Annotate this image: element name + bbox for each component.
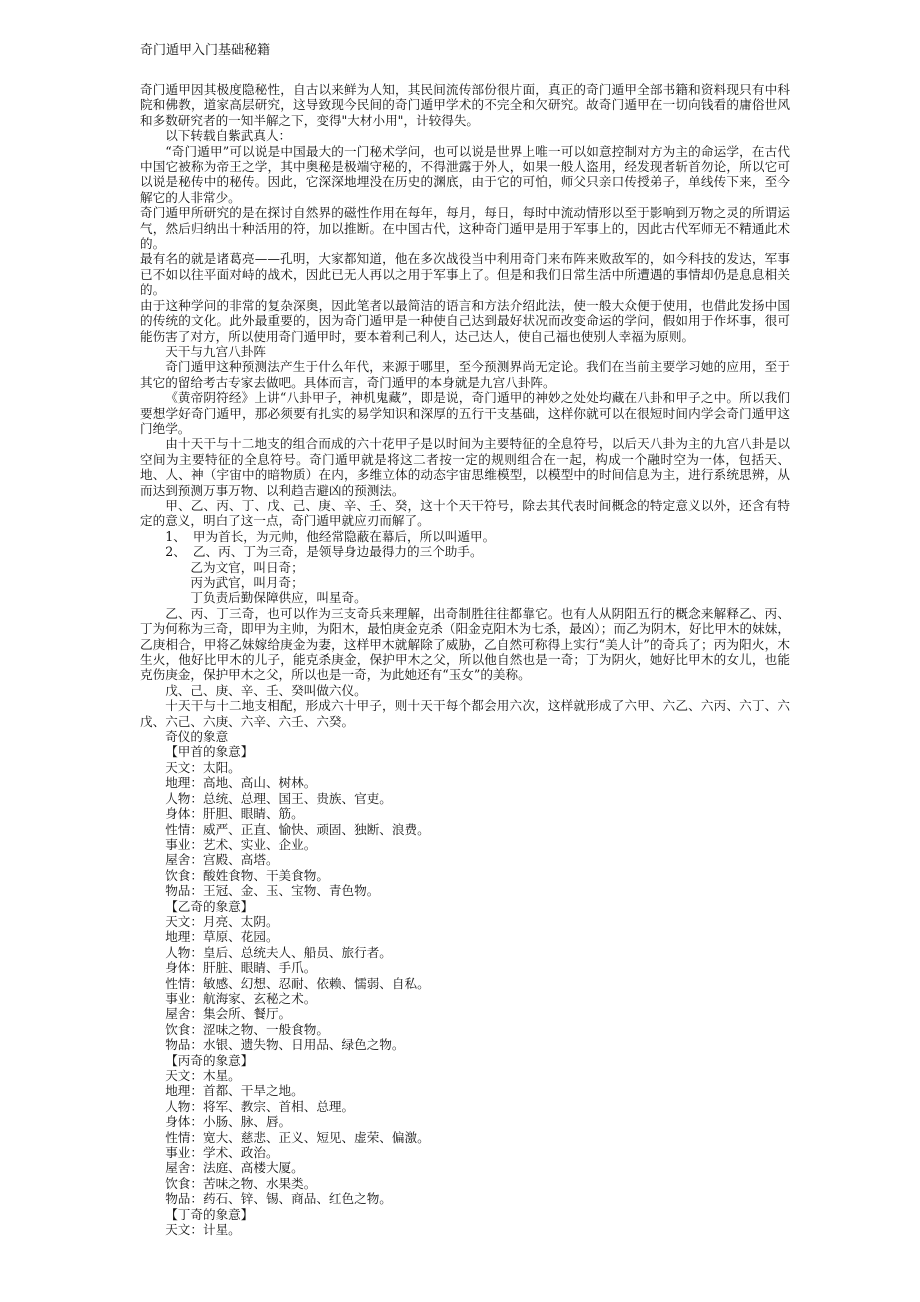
xiang-section-bing xyxy=(140,1053,790,1207)
xiang-item: 屋舍：宫殿、高塔。 xyxy=(165,852,279,868)
intro-paragraph: 奇门遁甲因其极度隐秘性，自古以来鲜为人知，其民间流传部份很片面，真正的奇门遁甲全部书籍和资料现只有中科院和佛教，道家高层研究，这导致现今民间的奇门遁甲学术的不完全和欠研究。故奇门遁甲在一切向钱看的庸俗世风和多数研究者的一知半解之下，变得"大材小用"，计较得失。 xyxy=(140,82,790,128)
xiang-item: 性情：敏感、幻想、忍耐、依赖、懦弱、自私。 xyxy=(165,975,430,991)
list-item xyxy=(140,544,790,559)
six-yi-paragraph: 戊、己、庚、辛、壬、癸叫做六仪。 xyxy=(165,682,367,698)
document-title: 奇门遁甲入门基础秘籍 xyxy=(140,43,271,58)
xiang-item: 天文：木星。 xyxy=(165,1068,241,1083)
xiang-item: 物品：水银、遗失物、日用品、绿色之物。 xyxy=(165,1037,405,1053)
section-paragraph: 由十天干与十二地支的组合而成的六十花甲子是以时间为主要特征的全息符号，以后天八卦为主的九宫八卦是以空间为主要特征的全息符号。奇门遁甲就是将这二者按一定的规则组合在一起，构成一个融时空为一体，包括天、地、人、神（宇宙中的暗物质）在内，多维立体的动态宇宙思维模型，以模型中的时间信息为主，进行系统思辨，从而达到预测万事万物、以利趋吉避凶的预测法。 xyxy=(140,436,790,498)
xiang-item: 天文：计星。 xyxy=(165,1222,241,1238)
xiang-section-jia xyxy=(140,744,790,898)
intro-paragraph: 奇门遁甲所研究的是在探讨自然界的磁性作用在每年，每月，每日，每时中流动情形以至于影响到万物之灵的所谓运气，然后归纳出十种活用的符，加以推断。在中国古代，这种奇门遁甲是用于军事上的，因此古代军师无不精通此术的。 xyxy=(140,205,790,252)
list-number: 2、 xyxy=(165,544,186,560)
xiang-item: 饮食：涩味之物、一般食物。 xyxy=(165,1021,329,1037)
sub-list-item: 丁负责后勤保障供应，叫星奇。 xyxy=(190,590,367,606)
xiang-section-heading: 【丁奇的象意】 xyxy=(165,1206,254,1222)
xiang-item: 人物：总统、总理、国王、贵族、官吏。 xyxy=(165,790,392,806)
section-paragraph: 甲、乙、丙、丁、戊、己、庚、辛、壬、癸，这十个天干符号，除去其代表时间概念的特定意义以外，还含有特定的意义，明白了这一点，奇门遁甲就应刃而解了。 xyxy=(140,497,790,529)
xiang-section-ding xyxy=(140,1207,790,1238)
xiang-item: 身体：肝脏、眼睛、手爪。 xyxy=(165,960,317,976)
xiang-item: 人物：将军、教宗、首相、总理。 xyxy=(165,1098,355,1114)
intro-paragraph: 以下转载自紫武真人： xyxy=(165,128,292,144)
xiang-item: 身体：小肠、脉、唇。 xyxy=(165,1114,292,1130)
document-body xyxy=(140,82,790,1237)
xiang-item: 身体：肝胆、眼睛、筋。 xyxy=(165,806,304,822)
xiang-item: 物品：药石、锌、锡、商品、红色之物。 xyxy=(165,1191,392,1207)
xiang-section-heading: 【甲首的象意】 xyxy=(165,744,254,760)
list-text: 乙、丙、丁为三奇，是领导身边最得力的三个助手。 xyxy=(192,544,483,560)
list-text: 甲为首长，为元帅，他经常隐蔽在幕后，所以叫遁甲。 xyxy=(192,528,496,544)
xiang-item: 饮食：苦味之物、水果类。 xyxy=(165,1175,317,1191)
section-paragraph: 奇门遁甲这种预测法产生于什么年代，来源于哪里，至今预测界尚无定论。我们在当前主要学习她的应用，至于其它的留给考古专家去做吧。具体而言，奇门遁甲的本身就是九宫八卦阵。 xyxy=(140,359,790,390)
explain-paragraph: 乙、丙、丁三奇，也可以作为三支奇兵来理解，出奇制胜往往都靠它。也有人从阴阳五行的概念来解释乙、丙、丁为何称为三奇，即甲为主帅，为阳木，最怕庚金克杀（阳金克阳木为七杀，最凶）；而乙为阴木，好比甲木的妹妹，乙庚相合，甲将乙妹嫁给庚金为妻，这样甲木就解除了威胁，乙自然可称得上实行“美人计”的奇兵了；丙为阳火，木生火，他好比甲木的儿子，能克杀庚金，保护甲木之父，所以他自然也是一奇；丁为阴火，她好比甲木的女儿，也能克伤庚金，保护甲木之父，所以也是一奇，为此她还有“玉女”的美称。 xyxy=(140,605,790,683)
sub-list-item: 丙为武官，叫月奇； xyxy=(190,575,304,590)
xiang-item: 性情：威严、正直、愉快、顽固、独断、浪费。 xyxy=(165,821,430,837)
intro-paragraph: 由于这种学问的非常的复杂深奥，因此笔者以最简洁的语言和方法介绍此法，使一般大众便于使用，也借此发扬中国的传统的文化。此外最重要的，因为奇门遁甲是一种使自己达到最好状况而改变命运的学问，假如用于作坏事，很可能伤害了对方，所以使用奇门遁甲时，要本着利己利人，达己达人，使自己福也使别人幸福为原则。 xyxy=(140,297,790,344)
xiang-item: 天文：月亮、太阴。 xyxy=(165,913,279,929)
xiang-item: 天文：太阳。 xyxy=(165,759,241,775)
xiang-item: 事业：航海家、玄秘之术。 xyxy=(165,990,317,1006)
section-paragraph: 《黄帝阴符经》上讲“八卦甲子，神机鬼藏”，即是说，奇门遁甲的神妙之处处均藏在八卦和甲子之中。所以我们要想学好奇门遁甲，那必须要有扎实的易学知识和深厚的五行干支基础，这样你就可以在很短时间内学会奇门遁甲这门绝学。 xyxy=(140,390,790,436)
xiang-item: 事业：学术、政治。 xyxy=(165,1145,279,1161)
xiang-item: 人物：皇后、总统夫人、船员、旅行者。 xyxy=(165,944,392,960)
list-item xyxy=(140,529,790,544)
sub-list-item: 乙为文官，叫日奇； xyxy=(190,559,304,575)
document-page xyxy=(140,42,790,1237)
xiang-item: 地理：首都、干旱之地。 xyxy=(165,1083,304,1099)
xiang-section-heading: 【丙奇的象意】 xyxy=(165,1052,254,1068)
xiang-item: 饮食：酸姓食物、干美食物。 xyxy=(165,867,329,883)
xiang-item: 事业：艺术、实业、企业。 xyxy=(165,836,317,852)
xiang-heading: 奇仪的象意 xyxy=(165,729,229,745)
xiang-item: 物品：王冠、金、玉、宝物、青色物。 xyxy=(165,883,380,899)
intro-paragraph: “奇门遁甲”可以说是中国最大的一门秘术学问，也可以说是世界上唯一可以如意控制对方为主的命运学，在古代中国它被称为帝王之学，其中奥秘是极端守秘的，不得泄露于外人，如果一般人盗用，经发现者斩首勿论，所以它可以说是秘传中的秘传。因此，它深深地埋没在历史的渊底，由于它的可怕，师父只亲口传授弟子，单线传下来，至今解它的人非常少。 xyxy=(140,143,790,205)
list-number: 1、 xyxy=(165,528,186,544)
xiang-item: 性情：宽大、慈悲、正义、短见、虚荣、偏激。 xyxy=(165,1129,430,1145)
section-heading: 天干与九宫八卦阵 xyxy=(165,343,266,359)
intro-paragraph: 最有名的就是诸葛亮——孔明，大家都知道，他在多次战役当中利用奇门来布阵来败敌军的，如今科技的发达，军事已不如以往平面对峙的战术，因此已无人再以之用于军事上了。但是和我们日常生活中所遭遇的事情却仍是息息相关的。 xyxy=(140,251,790,298)
xiang-item: 地理：草原、花园。 xyxy=(165,929,279,945)
xiang-section-heading: 【乙奇的象意】 xyxy=(165,898,254,914)
sixty-jiazi-paragraph: 十天干与十二地支相配，形成六十甲子，则十天干每个都会用六次，这样就形成了六甲、六乙、六丙、六丁、六戊、六己、六庚、六辛、六壬、六癸。 xyxy=(140,698,790,729)
xiang-item: 地理：高地、高山、树林。 xyxy=(165,775,317,791)
xiang-section-yi xyxy=(140,899,790,1053)
xiang-item: 屋舍：集会所、餐厅。 xyxy=(165,1006,292,1022)
xiang-item: 屋舍：法庭、高楼大厦。 xyxy=(165,1160,304,1176)
